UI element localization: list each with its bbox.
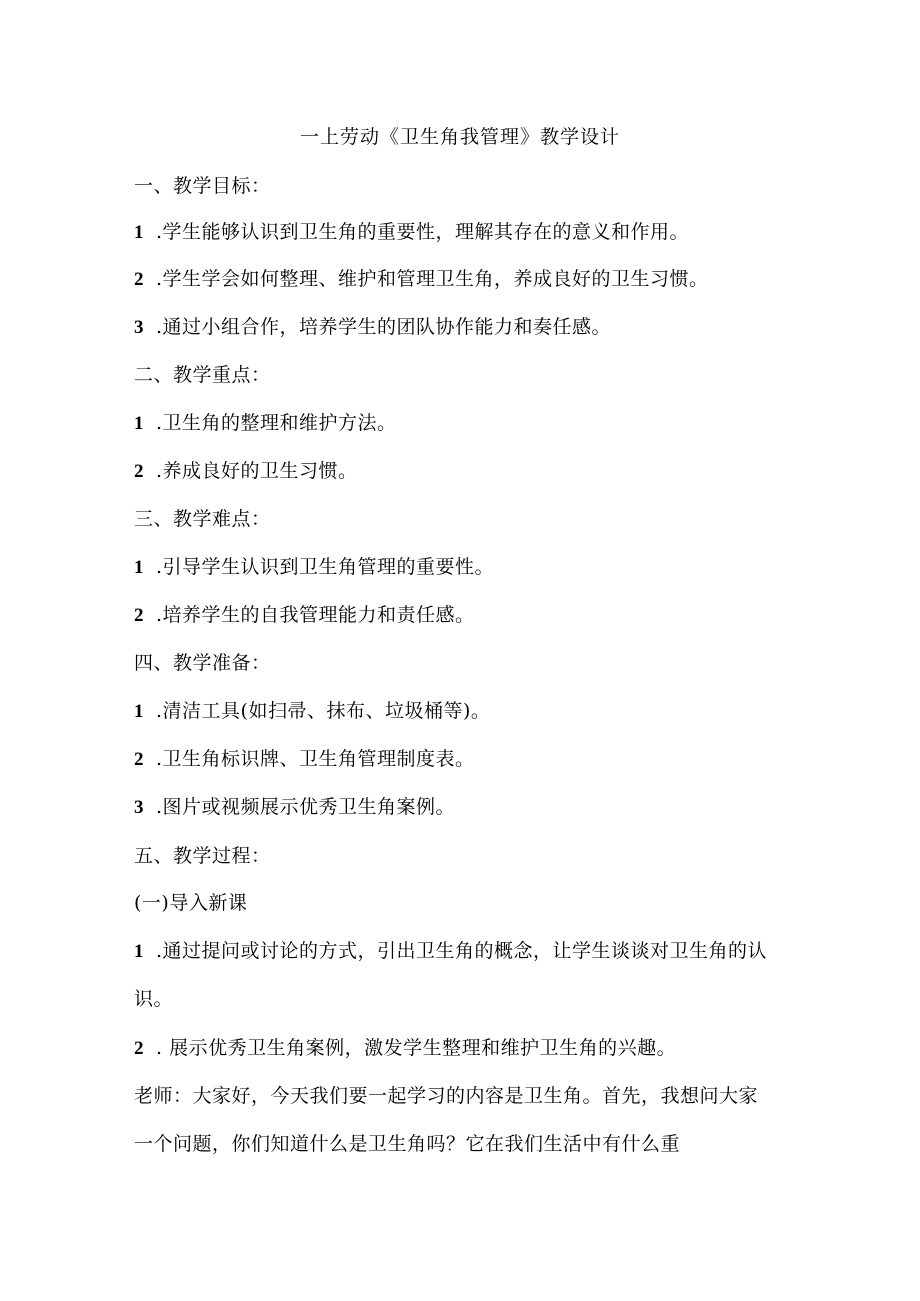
item-text: .通过小组合作，培养学生的团队协作能力和奏任感。 [156, 316, 612, 338]
section-heading-process: 五、教学过程： [134, 845, 271, 867]
list-item [134, 217, 689, 248]
list-item [134, 696, 490, 727]
item-text: .清洁工具(如扫帚、抹布、垃圾桶等)。 [156, 700, 491, 722]
item-number: 2 [134, 461, 144, 482]
section-heading-preparation: 四、教学准备： [134, 652, 271, 674]
list-item [134, 936, 767, 967]
section-heading-difficulties: 三、教学难点： [134, 508, 271, 530]
item-number: 3 [134, 317, 144, 338]
item-text: . 展示优秀卫生角案例，激发学生整理和维护卫生角的兴趣。 [156, 1037, 677, 1059]
list-item [134, 552, 494, 583]
subsection-heading: (一)导入新课 [134, 892, 248, 914]
section-heading-key-points: 二、教学重点： [134, 364, 271, 386]
item-number: 2 [134, 1038, 144, 1059]
item-text: .学生学会如何整理、维护和管理卫生角，养成良好的卫生习惯。 [156, 268, 709, 290]
item-text: .通过提问或讨论的方式，引出卫生角的概念，让学生谈谈对卫生角的认 [156, 940, 768, 962]
item-text: .养成良好的卫生习惯。 [156, 460, 358, 482]
list-item [134, 744, 475, 775]
list-item-continuation: 识。 [134, 988, 174, 1010]
teacher-speech-line: 一个问题，你们知道什么是卫生角吗？它在我们生活中有什么重 [134, 1133, 681, 1155]
list-item [134, 264, 709, 295]
list-item [134, 408, 397, 439]
item-text: .培养学生的自我管理能力和责任感。 [156, 604, 475, 626]
item-text: .卫生角标识牌、卫生角管理制度表。 [156, 748, 475, 770]
section-heading-objectives: 一、教学目标： [134, 175, 271, 197]
item-text: .学生能够认识到卫生角的重要性，理解其存在的意义和作用。 [156, 221, 690, 243]
item-number: 1 [134, 413, 144, 434]
item-number: 2 [134, 269, 144, 290]
item-text: .图片或视频展示优秀卫生角案例。 [156, 796, 456, 818]
item-number: 3 [134, 797, 144, 818]
document-title: 一上劳动《卫生角我管理》教学设计 [299, 126, 620, 148]
item-number: 1 [134, 557, 144, 578]
item-text: .引导学生认识到卫生角管理的重要性。 [156, 556, 495, 578]
item-number: 1 [134, 941, 144, 962]
list-item [134, 600, 475, 631]
list-item [134, 312, 611, 343]
list-item [134, 792, 455, 823]
item-number: 2 [134, 749, 144, 770]
list-item [134, 1033, 676, 1064]
item-number: 1 [134, 222, 144, 243]
teacher-speech-line: 老师：大家好，今天我们要一起学习的内容是卫生角。首先，我想问大家 [134, 1085, 759, 1107]
item-number: 2 [134, 605, 144, 626]
list-item [134, 456, 358, 487]
item-number: 1 [134, 701, 144, 722]
item-text: .卫生角的整理和维护方法。 [156, 412, 397, 434]
